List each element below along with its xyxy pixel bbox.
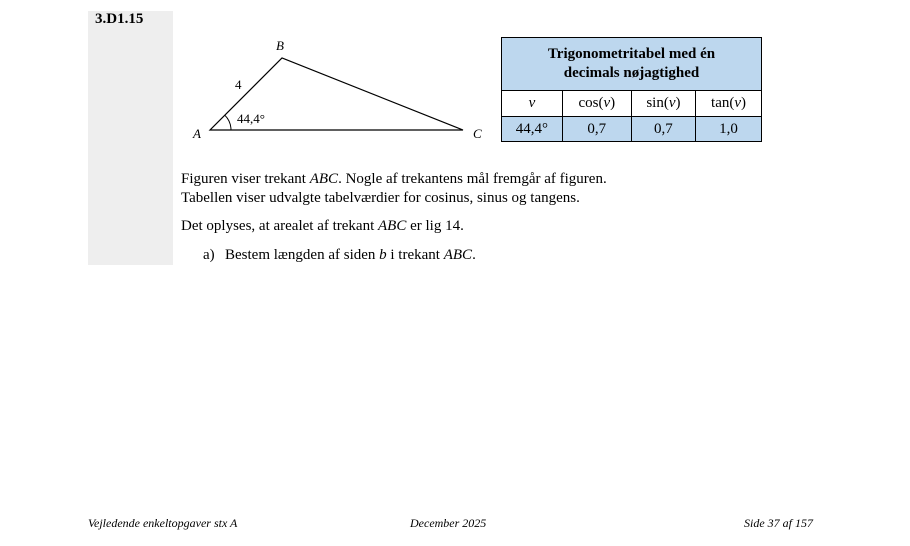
value-angle: 44,4° (502, 117, 563, 142)
task-sidebar (88, 11, 173, 265)
angle-arc (225, 115, 231, 130)
area-paragraph: Det oplyses, at arealet af trekant ABC er lig 14. (181, 218, 464, 234)
footer-date: December 2025 (410, 516, 487, 530)
value-cos: 0,7 (562, 117, 631, 142)
table-title-line1: Trigonometritabel med én (547, 46, 716, 62)
value-sin: 0,7 (631, 117, 695, 142)
table-header-row (502, 91, 762, 117)
header-v: v (502, 91, 563, 117)
header-sin: sin(v) (631, 91, 695, 117)
triangle-figure (185, 32, 495, 147)
task-id: 3.D1.15 (95, 11, 144, 27)
question-a: a) Bestem længden af siden b i trekant ABC. (203, 247, 476, 263)
question-label: a) (203, 247, 215, 263)
footer-page-number: Side 37 af 157 (744, 516, 813, 530)
vertex-a-label: A (193, 126, 201, 141)
header-cos: cos(v) (562, 91, 631, 117)
table-title (502, 38, 762, 91)
trig-table (501, 37, 762, 142)
header-tan: tan(v) (696, 91, 762, 117)
angle-a-label: 44,4° (237, 111, 265, 126)
value-tan: 1,0 (696, 117, 762, 142)
vertex-c-label: C (473, 126, 482, 141)
footer-left: Vejledende enkeltopgaver stx A (88, 516, 238, 530)
side-ab-label: 4 (235, 77, 242, 92)
table-value-row (502, 117, 762, 142)
intro-paragraph: Figuren viser trekant ABC. Nogle af trekantens mål fremgår af figuren. Tabellen viser udvalgte tabelværdier for cosinus, sinus og tangens. (181, 171, 607, 206)
table-title-line2: decimals nøjagtighed (563, 65, 700, 81)
vertex-b-label: B (276, 38, 284, 53)
